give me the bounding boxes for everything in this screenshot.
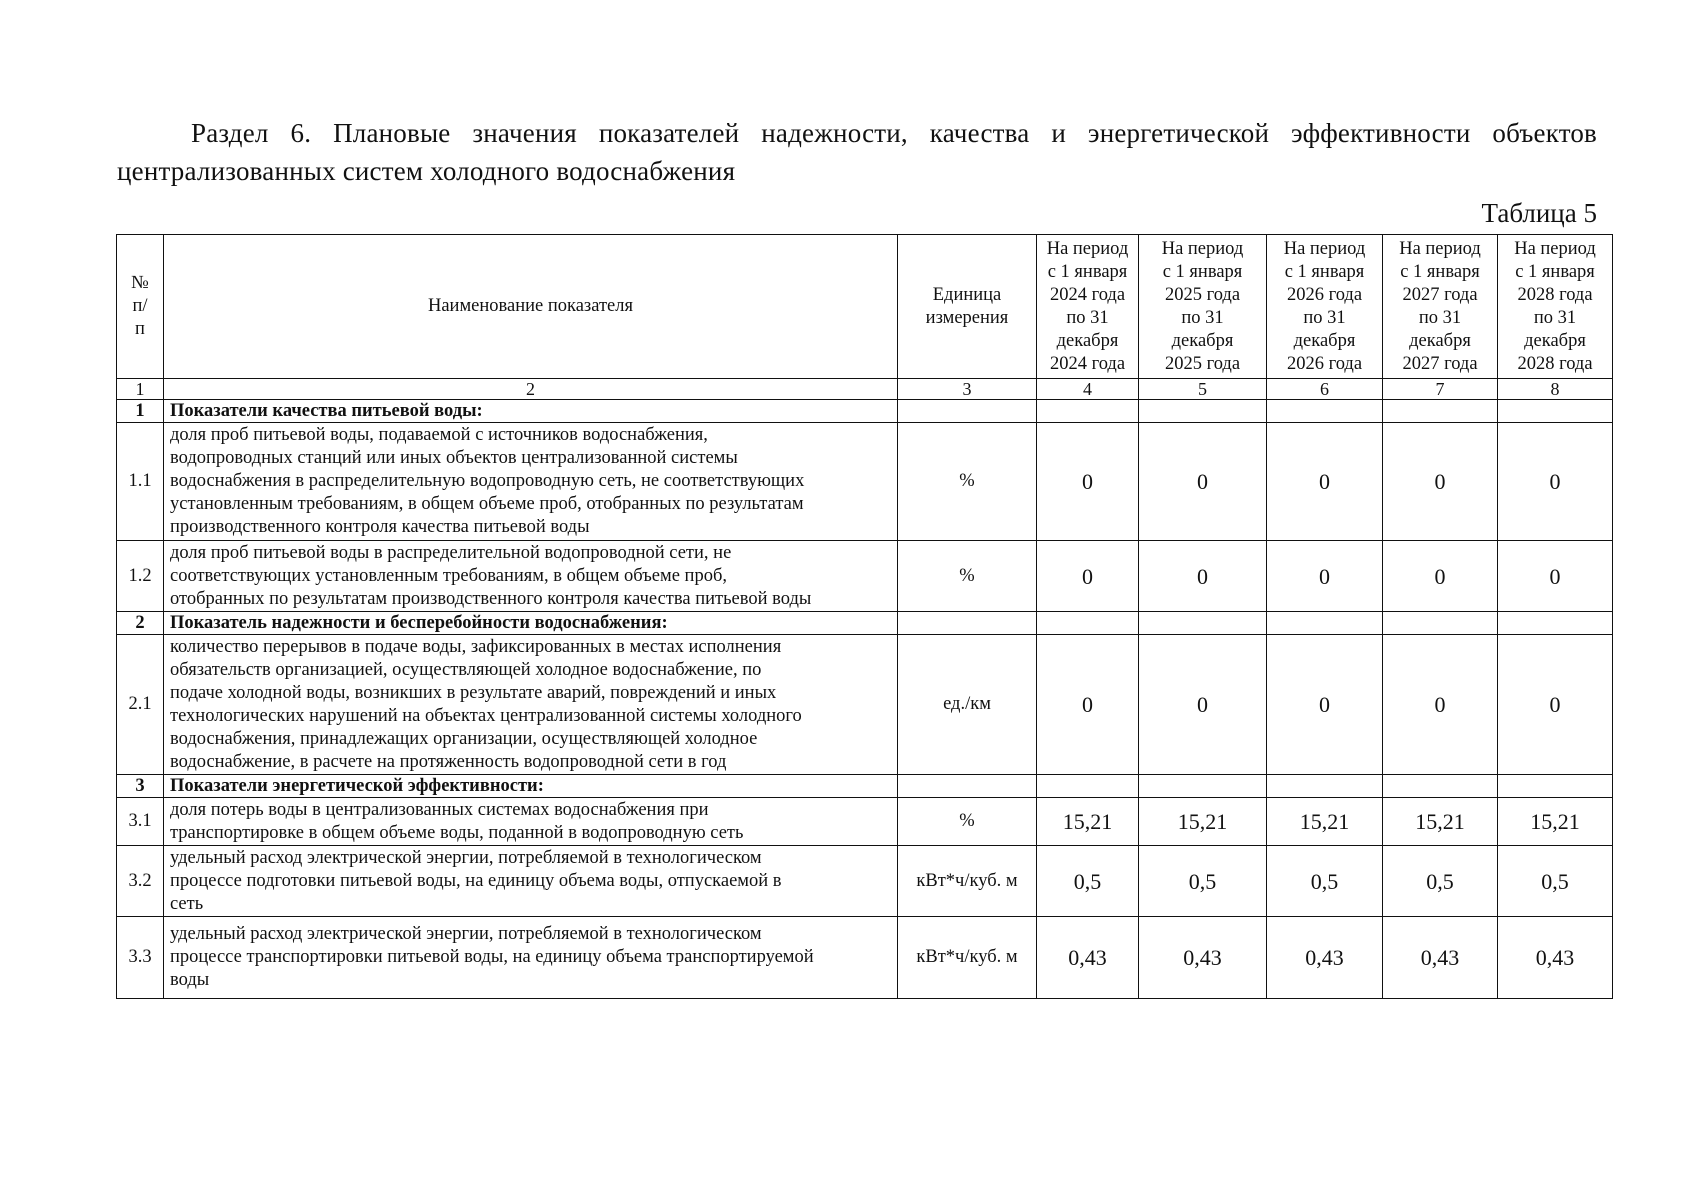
indicator-name: количество перерывов в подаче воды, зафиксированных в местах исполнения обязательств организацией, осуществляющей холодное водоснабжение, по подаче холодной воды, возникших в результате аварий, повреждений и иных технологических нарушений на объектах централизованной системы холодного водоснабжения, принадлежащих организации, осуществляющей холодное водоснабжение, в расчете на протяженность водопроводной сети в год bbox=[164, 635, 898, 775]
value-cell: 0 bbox=[1037, 635, 1139, 775]
value-cell: 0 bbox=[1139, 423, 1267, 541]
column-number: 3 bbox=[898, 379, 1037, 400]
value-cell: 0 bbox=[1037, 423, 1139, 541]
row-number: 3.3 bbox=[117, 917, 164, 999]
header-num: № п/ п bbox=[117, 235, 164, 379]
header-unit: Единица измерения bbox=[898, 235, 1037, 379]
table-row bbox=[117, 541, 1613, 612]
section-row bbox=[117, 775, 1613, 798]
unit-cell: % bbox=[898, 798, 1037, 846]
indicator-name: доля потерь воды в централизованных системах водоснабжения при транспортировке в общем объеме воды, поданной в водопроводную сеть bbox=[164, 798, 898, 846]
value-cell: 0,5 bbox=[1037, 846, 1139, 917]
unit-cell: % bbox=[898, 541, 1037, 612]
header-period-2024: На период с 1 января 2024 года по 31 декабря 2024 года bbox=[1037, 235, 1139, 379]
value-cell: 0 bbox=[1383, 423, 1498, 541]
value-cell: 0,5 bbox=[1498, 846, 1613, 917]
value-cell: 0 bbox=[1037, 541, 1139, 612]
row-number: 2.1 bbox=[117, 635, 164, 775]
value-cell: 0 bbox=[1498, 423, 1613, 541]
table-row bbox=[117, 846, 1613, 917]
row-number: 3 bbox=[117, 775, 164, 798]
value-cell: 0 bbox=[1267, 541, 1383, 612]
unit-cell: кВт*ч/куб. м bbox=[898, 917, 1037, 999]
column-number: 7 bbox=[1383, 379, 1498, 400]
value-cell: 0 bbox=[1498, 635, 1613, 775]
value-cell: 0 bbox=[1383, 635, 1498, 775]
value-cell: 15,21 bbox=[1383, 798, 1498, 846]
indicator-name: доля проб питьевой воды в распределительной водопроводной сети, не соответствующих установленным требованиям, в общем объеме проб, отобранных по результатам производственного контроля качества питьевой воды bbox=[164, 541, 898, 612]
table-row bbox=[117, 423, 1613, 541]
value-cell: 0 bbox=[1267, 423, 1383, 541]
value-cell: 0,5 bbox=[1383, 846, 1498, 917]
value-cell: 0,5 bbox=[1267, 846, 1383, 917]
column-number: 1 bbox=[117, 379, 164, 400]
indicator-name: удельный расход электрической энергии, потребляемой в технологическом процессе транспортировки питьевой воды, на единицу объема транспортируемой воды bbox=[164, 917, 898, 999]
column-number: 6 bbox=[1267, 379, 1383, 400]
value-cell: 0 bbox=[1383, 541, 1498, 612]
indicators-table bbox=[116, 234, 1613, 999]
value-cell: 0,43 bbox=[1383, 917, 1498, 999]
indicator-name: доля проб питьевой воды, подаваемой с источников водоснабжения, водопроводных станций или иных объектов централизованной системы водоснабжения в распределительную водопроводную сеть, не соответствующих установленным требованиям, в общем объеме проб, отобранных по результатам производственного контроля качества питьевой воды bbox=[164, 423, 898, 541]
value-cell: 15,21 bbox=[1037, 798, 1139, 846]
column-number: 4 bbox=[1037, 379, 1139, 400]
unit-cell: кВт*ч/куб. м bbox=[898, 846, 1037, 917]
value-cell: 0,43 bbox=[1498, 917, 1613, 999]
header-period-2027: На период с 1 января 2027 года по 31 декабря 2027 года bbox=[1383, 235, 1498, 379]
value-cell: 0 bbox=[1139, 541, 1267, 612]
section-row bbox=[117, 400, 1613, 423]
value-cell: 0 bbox=[1498, 541, 1613, 612]
row-number: 2 bbox=[117, 612, 164, 635]
section-row bbox=[117, 612, 1613, 635]
column-number: 8 bbox=[1498, 379, 1613, 400]
header-period-2025: На период с 1 января 2025 года по 31 декабря 2025 года bbox=[1139, 235, 1267, 379]
value-cell: 0,43 bbox=[1139, 917, 1267, 999]
header-period-2028: На период с 1 января 2028 года по 31 декабря 2028 года bbox=[1498, 235, 1613, 379]
row-number: 3.1 bbox=[117, 798, 164, 846]
header-name: Наименование показателя bbox=[164, 235, 898, 379]
unit-cell: ед./км bbox=[898, 635, 1037, 775]
row-number: 1.2 bbox=[117, 541, 164, 612]
section-heading: Раздел 6. Плановые значения показателей надежности, качества и энергетической эффективности объектов централизованных систем холодного водоснабжения bbox=[117, 118, 1597, 186]
value-cell: 0,43 bbox=[1037, 917, 1139, 999]
row-number: 3.2 bbox=[117, 846, 164, 917]
value-cell: 0 bbox=[1267, 635, 1383, 775]
header-period-2026: На период с 1 января 2026 года по 31 декабря 2026 года bbox=[1267, 235, 1383, 379]
value-cell: 0 bbox=[1139, 635, 1267, 775]
value-cell: 15,21 bbox=[1139, 798, 1267, 846]
value-cell: 15,21 bbox=[1498, 798, 1613, 846]
column-number: 5 bbox=[1139, 379, 1267, 400]
indicator-name: удельный расход электрической энергии, потребляемой в технологическом процессе подготовки питьевой воды, на единицу объема воды, отпускаемой в сеть bbox=[164, 846, 898, 917]
table-row bbox=[117, 798, 1613, 846]
section-title: Показатели качества питьевой воды: bbox=[164, 400, 898, 423]
row-number: 1.1 bbox=[117, 423, 164, 541]
row-number: 1 bbox=[117, 400, 164, 423]
table-row bbox=[117, 917, 1613, 999]
value-cell: 15,21 bbox=[1267, 798, 1383, 846]
section-title: Показатели энергетической эффективности: bbox=[164, 775, 898, 798]
table-label: Таблица 5 bbox=[1481, 198, 1597, 228]
unit-cell: % bbox=[898, 423, 1037, 541]
table-header-row bbox=[117, 235, 1613, 379]
value-cell: 0,43 bbox=[1267, 917, 1383, 999]
value-cell: 0,5 bbox=[1139, 846, 1267, 917]
table-row bbox=[117, 635, 1613, 775]
column-number: 2 bbox=[164, 379, 898, 400]
section-title: Показатель надежности и бесперебойности водоснабжения: bbox=[164, 612, 898, 635]
column-numbers-row bbox=[117, 379, 1613, 400]
